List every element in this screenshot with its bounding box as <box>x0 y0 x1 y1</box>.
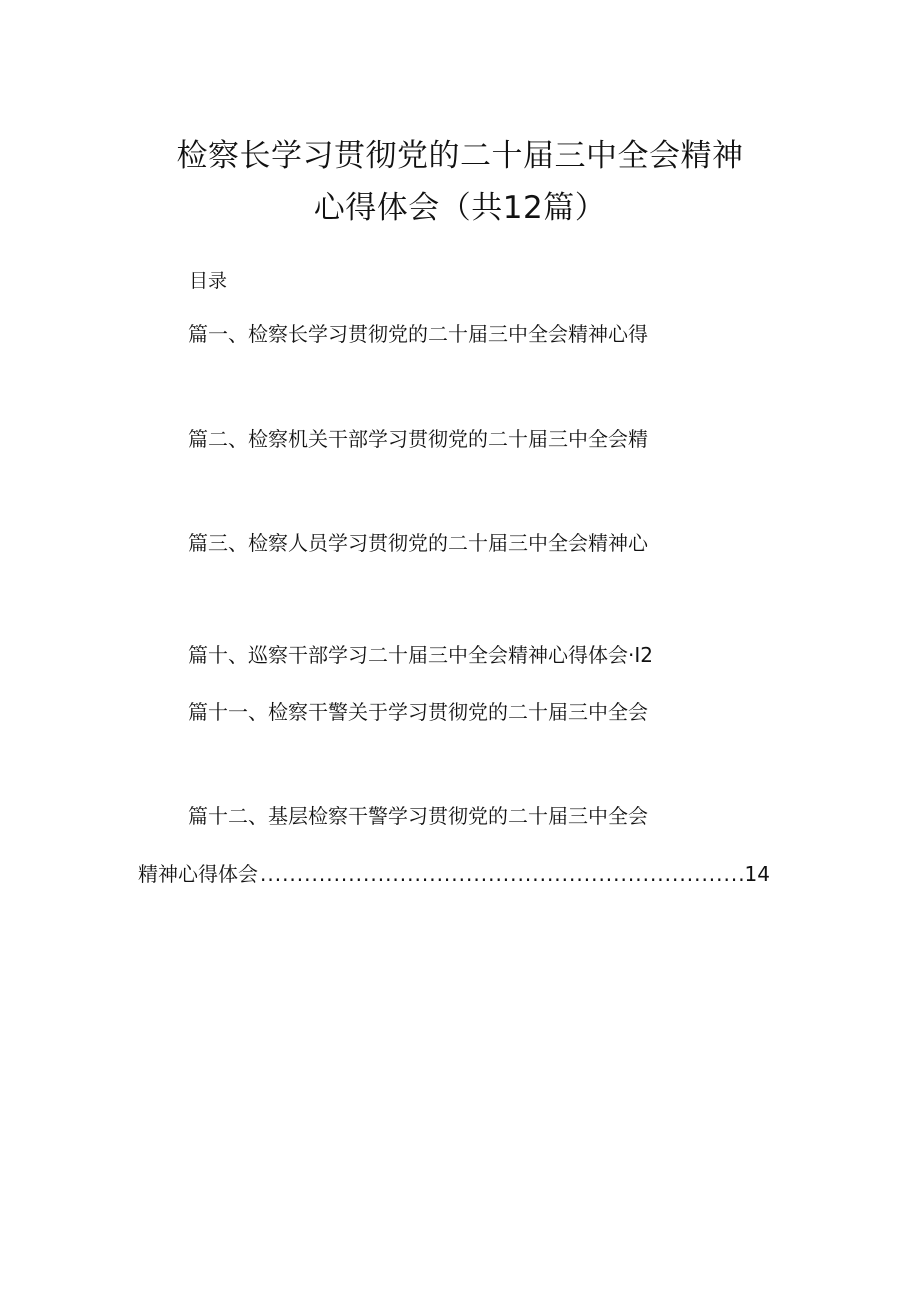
toc-entry-12-continuation[interactable] <box>138 860 770 888</box>
toc-heading: 目录 <box>189 270 228 292</box>
toc-entry-11[interactable]: 篇十一、检察干警关于学习贯彻党的二十届三中全会 <box>188 700 648 724</box>
toc-entry-3[interactable]: 篇三、检察人员学习贯彻党的二十届三中全会精神心 <box>188 531 648 555</box>
document-title-line-2: 心得体会（共12篇） <box>313 190 607 226</box>
toc-entry-12[interactable]: 篇十二、基层检察干警学习贯彻党的二十届三中全会 <box>188 804 648 828</box>
toc-entry-1[interactable]: 篇一、检察长学习贯彻党的二十届三中全会精神心得 <box>188 322 648 346</box>
toc-page-number: 14 <box>744 862 770 886</box>
toc-entry-2[interactable]: 篇二、检察机关干部学习贯彻党的二十届三中全会精 <box>188 427 648 451</box>
document-title-line-1: 检察长学习贯彻党的二十届三中全会精神 <box>176 138 744 174</box>
toc-continuation-text: 精神心得体会 <box>138 862 258 886</box>
toc-dot-leader <box>260 860 743 888</box>
toc-entry-10[interactable]: 篇十、巡察干部学习二十届三中全会精神心得体会·I2 <box>188 643 653 667</box>
